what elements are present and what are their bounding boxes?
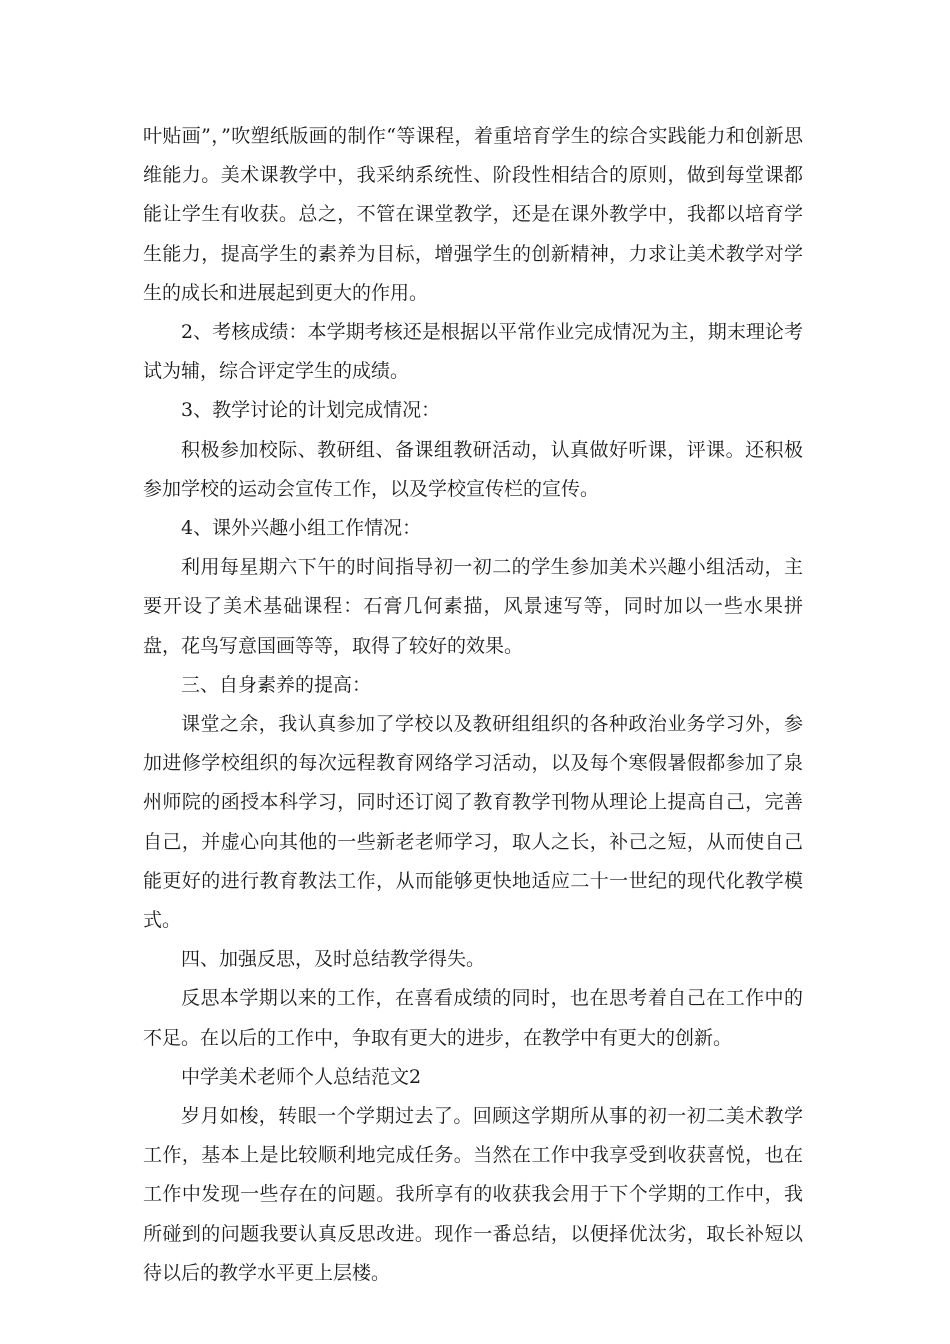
paragraph-self-improvement: 课堂之余，我认真参加了学校以及教研组组织的各种政治业务学习外，参加进修学校组织的每次远程教育网络学习活动，以及每个寒假暑假都参加了泉州师院的函授本科学习，同时还订阅了教育教学刊物从理论上提高自己，完善自己，并虚心向其他的一些新老老师学习，取人之长，补己之短，从而使自己能更好的进行教育教法工作，从而能够更快地适应二十一世纪的现代化教学模式。 [143, 713, 803, 932]
paragraph-continuation: 叶贴画”，”吹塑纸版画的制作“等课程，着重培育学生的综合实践能力和创新思维能力。美术课教学中，我采纳系统性、阶段性相结合的原则，做到每堂课都能让学生有收获。总之，不管在课堂教学，还是在课外教学中，我都以培育学生能力，提高学生的素养为目标，增强学生的创新精神，力求让美术教学对学生的成长和进展起到更大的作用。 [143, 125, 803, 304]
paragraph-interest-group: 利用每星期六下午的时间指导初一初二的学生参加美术兴趣小组活动，主要开设了美术基础课程：石膏几何素描，风景速写等，同时加以一些水果拼盘，花鸟写意国画等等，取得了较好的效果。 [143, 556, 803, 657]
heading-interest-group: 4、课外兴趣小组工作情况： [181, 517, 422, 540]
paragraph-assessment: 2、考核成绩：本学期考核还是根据以平常作业完成情况为主，期末理论考试为辅，综合评定学生的成绩。 [143, 321, 803, 383]
section-title-sample-2: 中学美术老师个人总结范文2 [181, 1065, 422, 1088]
heading-research-plan: 3、教学讨论的计划完成情况： [181, 399, 441, 422]
heading-self-improvement: 三、自身素养的提高： [181, 673, 372, 696]
heading-reflection: 四、加强反思，及时总结教学得失。 [181, 948, 486, 971]
paragraph-reflection: 反思本学期以来的工作，在喜看成绩的同时，也在思考着自己在工作中的不足。在以后的工作中，争取有更大的进步，在教学中有更大的创新。 [143, 987, 803, 1049]
paragraph-sample-2-intro: 岁月如梭，转眼一个学期过去了。回顾这学期所从事的初一初二美术教学工作，基本上是比较顺利地完成任务。当然在工作中我享受到收获喜悦，也在工作中发现一些存在的问题。我所享有的收获我会用于下个学期的工作中，我所碰到的问题我要认真反思改进。现作一番总结，以便择优汰劣，取长补短以待以后的教学水平更上层楼。 [143, 1105, 803, 1284]
paragraph-research-plan: 积极参加校际、教研组、备课组教研活动，认真做好听课，评课。还积极参加学校的运动会宣传工作，以及学校宣传栏的宣传。 [143, 438, 803, 500]
document-page [143, 117, 803, 1293]
